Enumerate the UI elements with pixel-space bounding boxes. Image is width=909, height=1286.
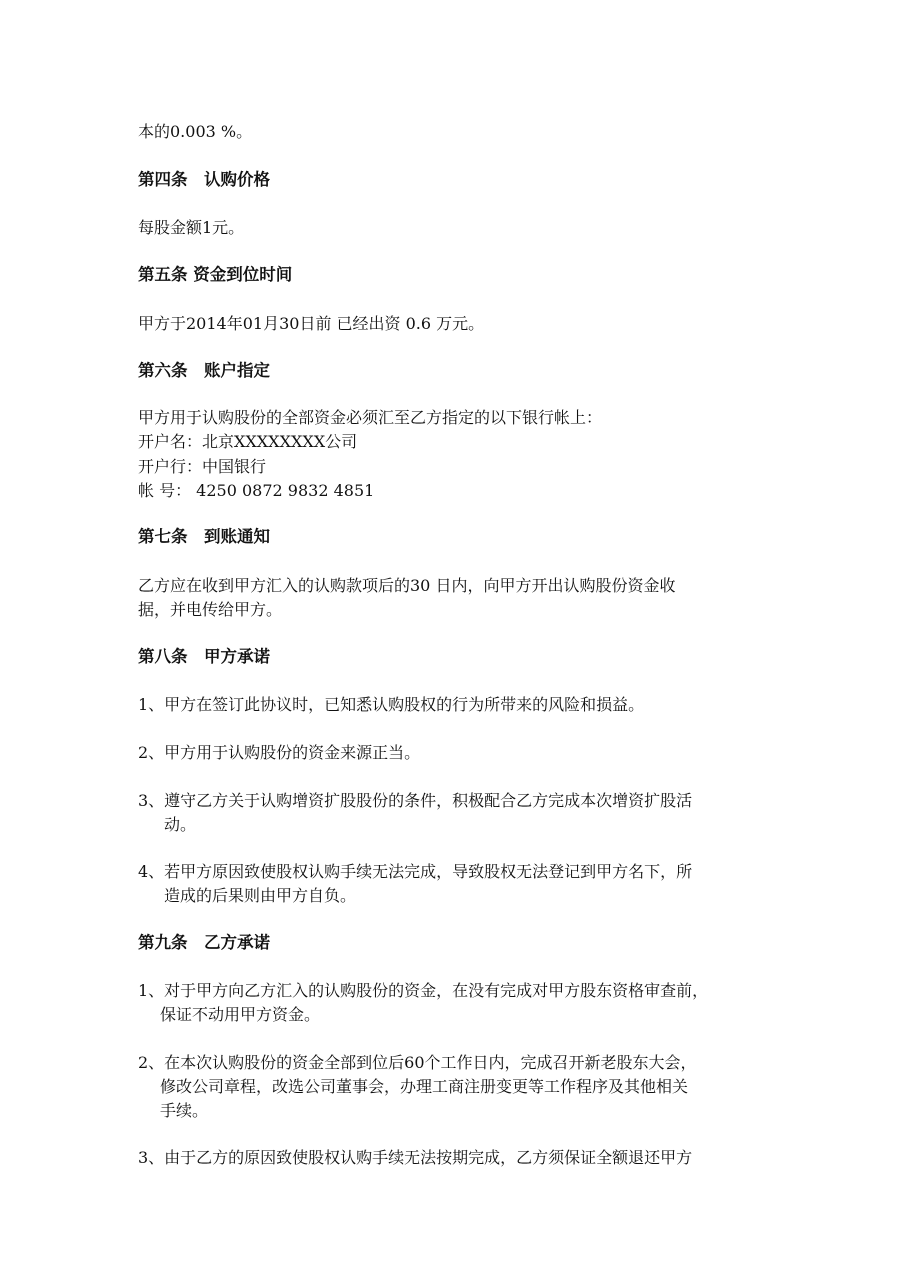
list-item: 1、甲方在签订此协议时，已知悉认购股权的行为所带来的风险和损益。 (138, 695, 645, 714)
list-item-continuation: 手续。 (160, 1101, 209, 1120)
section-heading: 第六条 账户指定 (138, 361, 270, 380)
list-item: 3、由于乙方的原因致使股权认购手续无法按期完成，乙方须保证全额退还甲方 (138, 1148, 693, 1167)
text-line: 帐 号： 4250 0872 9832 4851 (138, 481, 375, 500)
text-line: 开户行：中国银行 (138, 457, 267, 476)
text-line: 据，并电传给甲方。 (138, 600, 283, 619)
section-heading: 第九条 乙方承诺 (138, 933, 270, 952)
text-line: 开户名：北京XXXXXXXX公司 (138, 432, 358, 451)
list-item: 3、遵守乙方关于认购增资扩股股份的条件，积极配合乙方完成本次增资扩股活 (138, 791, 693, 810)
list-item: 2、在本次认购股份的资金全部到位后60个工作日内，完成召开新老股东大会， (138, 1053, 697, 1072)
text-line: 每股金额1元。 (138, 218, 245, 237)
list-item: 2、甲方用于认购股份的资金来源正当。 (138, 743, 421, 762)
list-item: 4、若甲方原因致使股权认购手续无法完成，导致股权无法登记到甲方名下，所 (138, 862, 693, 881)
list-item-continuation: 保证不动用甲方资金。 (160, 1005, 321, 1024)
text-line: 甲方用于认购股份的全部资金必须汇至乙方指定的以下银行帐上： (138, 408, 603, 427)
text-line: 乙方应在收到甲方汇入的认购款项后的30 日内，向甲方开出认购股份资金收 (138, 576, 676, 595)
section-heading: 第八条 甲方承诺 (138, 647, 270, 666)
text-line: 甲方于2014年01月30日前 已经出资 0.6 万元。 (138, 314, 485, 333)
section-heading: 第四条 认购价格 (138, 170, 270, 189)
section-heading: 第五条 资金到位时间 (138, 265, 293, 284)
list-item-continuation: 造成的后果则由甲方自负。 (164, 886, 357, 905)
list-item-continuation: 动。 (164, 815, 197, 834)
list-item-continuation: 修改公司章程，改选公司董事会，办理工商注册变更等工作程序及其他相关 (160, 1077, 689, 1096)
list-item: 1、对于甲方向乙方汇入的认购股份的资金，在没有完成对甲方股东资格审查前， (138, 981, 709, 1000)
section-heading: 第七条 到账通知 (138, 527, 270, 546)
text-line: 本的0.003 %。 (138, 122, 253, 141)
